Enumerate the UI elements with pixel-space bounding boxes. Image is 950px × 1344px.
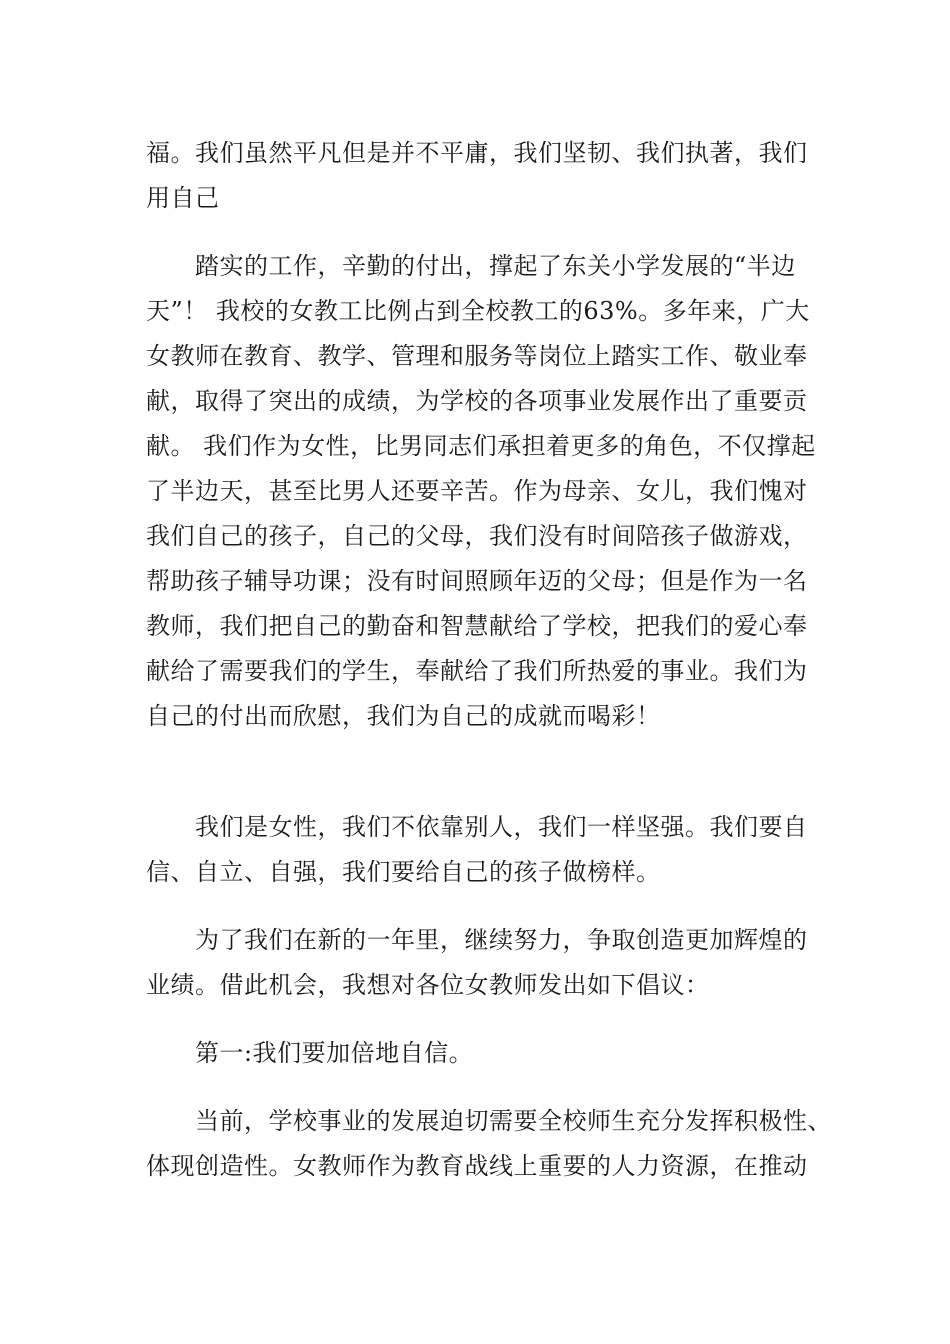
paragraph-line: 了半边天，甚至比男人还要辛苦。作为母亲、女儿，我们愧对 (146, 477, 808, 505)
paragraph-5 (146, 1031, 806, 1076)
paragraph-line: 体现创造性。女教师作为教育战线上重要的人力资源，在推动 (146, 1152, 808, 1180)
paragraph-line: 女教师在教育、教学、管理和服务等岗位上踏实工作、敬业奉 (146, 342, 808, 370)
paragraph-line: 教师，我们把自己的勤奋和智慧献给了学校，把我们的爱心奉 (146, 612, 808, 640)
paragraph-line: 当前，学校事业的发展迫切需要全校师生充分发挥积极性、 (146, 1107, 832, 1135)
paragraph-line: 为了我们在新的一年里，继续努力，争取创造更加辉煌的 (146, 926, 808, 954)
paragraph-line: 踏实的工作，辛勤的付出，撑起了东关小学发展的“半边 (146, 252, 796, 280)
paragraph-3 (146, 805, 806, 895)
paragraph-line: 我们自己的孩子，自己的父母，我们没有时间陪孩子做游戏， (146, 522, 808, 550)
paragraph-4 (146, 918, 806, 1008)
paragraph-line: 献。 我们作为女性，比男同志们承担着更多的角色，不仅撑起 (146, 432, 816, 460)
paragraph-line: 用自己 (146, 184, 220, 212)
paragraph-line: 福。我们虽然平凡但是并不平庸，我们坚韧、我们执著，我们 (146, 139, 808, 167)
paragraph-line: 献给了需要我们的学生，奉献给了我们所热爱的事业。我们为 (146, 657, 808, 685)
paragraph-line: 自己的付出而欣慰，我们为自己的成就而喝彩！ (146, 702, 661, 730)
paragraph-line: 我们是女性，我们不依靠别人，我们一样坚强。我们要自 (146, 813, 808, 841)
paragraph-1 (146, 131, 806, 221)
paragraph-line: 帮助孩子辅导功课；没有时间照顾年迈的父母；但是作为一名 (146, 567, 808, 595)
paragraph-line: 第一:我们要加倍地自信。 (146, 1039, 474, 1067)
paragraph-line: 信、自立、自强，我们要给自己的孩子做榜样。 (146, 858, 661, 886)
paragraph-line: 献，取得了突出的成绩，为学校的各项事业发展作出了重要贡 (146, 387, 808, 415)
paragraph-6 (146, 1099, 832, 1189)
paragraph-line: 业绩。借此机会，我想对各位女教师发出如下倡议： (146, 971, 710, 999)
paragraph-2 (146, 244, 816, 739)
paragraph-line: 天”！ 我校的女教工比例占到全校教工的63%。多年来，广大 (146, 297, 810, 325)
